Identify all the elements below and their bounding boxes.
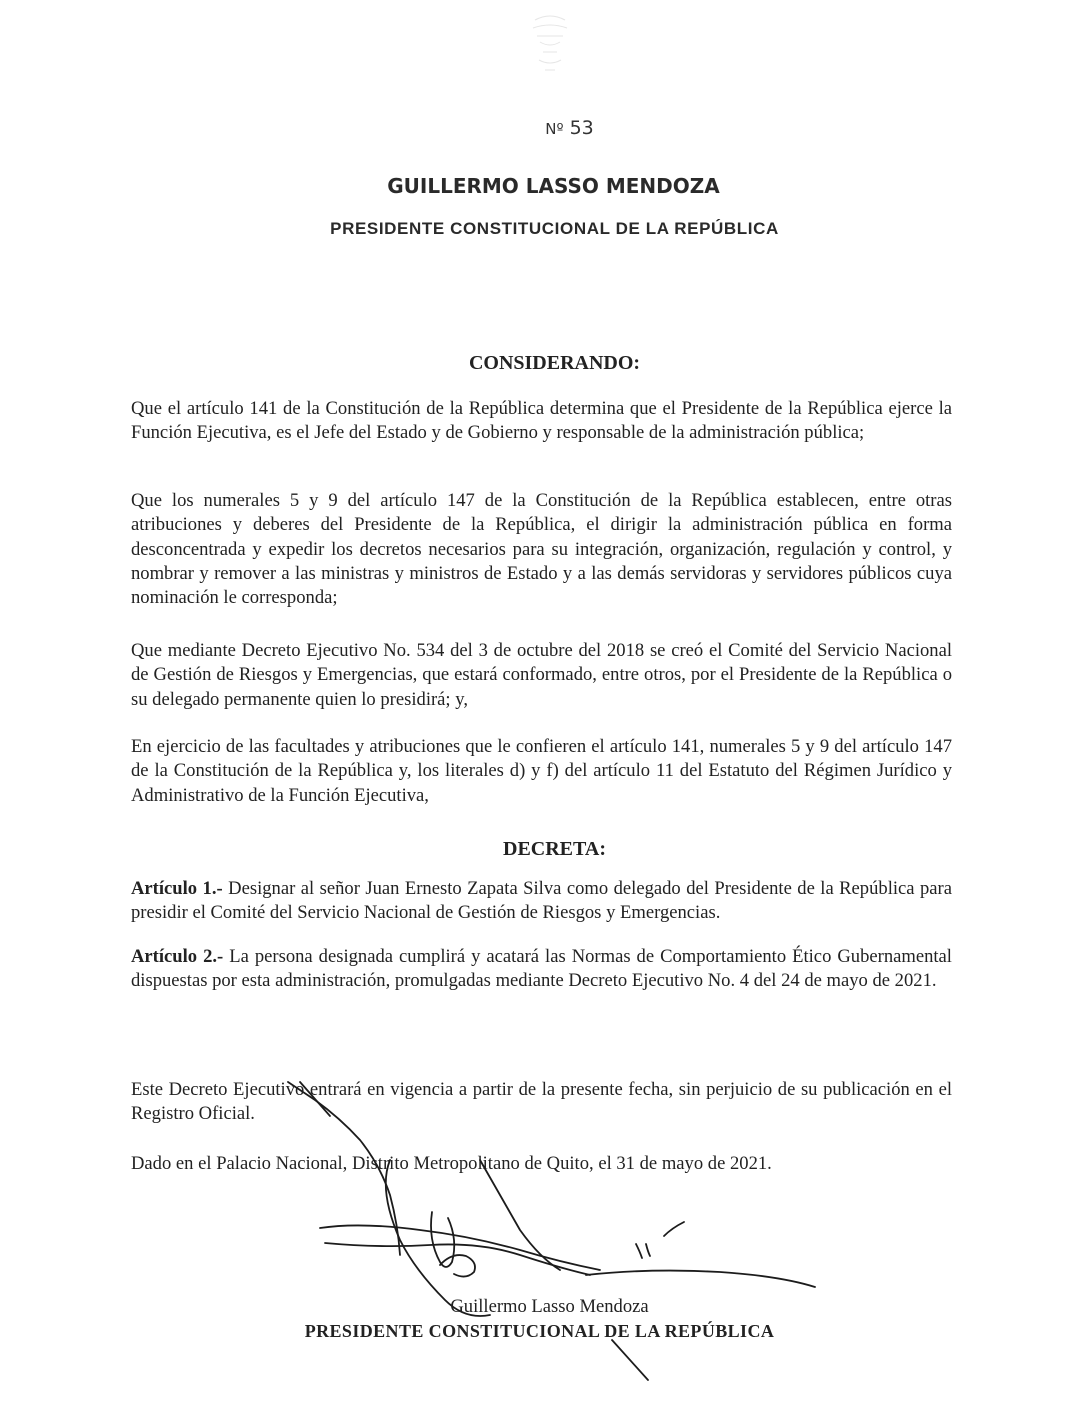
article-1-text: Designar al señor Juan Ernesto Zapata Silva como delegado del Presidente de la República para presidir el Comité del Servicio Nacional de Gestión de Riesgos y Emergencias. [131,878,952,924]
dado-paragraph: Dado en el Palacio Nacional, Distrito Metropolitano de Quito, el 31 de mayo de 2021. [131,1153,772,1174]
decree-number [0,117,1079,139]
president-title-header: PRESIDENTE CONSTITUCIONAL DE LA REPÚBLICA [330,219,779,238]
considerando-heading: CONSIDERANDO: [468,352,641,374]
considerando-paragraph-4: En ejercicio de las facultades y atribuciones que le confieren el artículo 141, numerales 5 y 9 del artículo 147 de la Constitución de la República y, los literales d) y f) del artículo 11 del Estatuto del Régimen Jurídico y Administrativo de la Función Ejecutiva, [131,736,952,806]
decree-number-value: 53 [569,117,594,139]
considerando-paragraph-2: Que los numerales 5 y 9 del artículo 147 de la Constitución de la República establecen, entre otras atribuciones y deberes del Presidente de la República, el dirigir la administración pública en forma desconcentrada y expedir los decretos necesarios para su integración, organización, regulación y control, y nombrar y remover a las ministras y ministros de Estado y a las demás servidoras y servidores públicos cuya nominación le corresponda; [131,490,952,609]
president-name-header: GUILLERMO LASSO MENDOZA [387,174,720,198]
decree-number-label: Nº [545,120,564,138]
signer-name: Guillermo Lasso Mendoza [450,1296,649,1317]
article-2 [131,945,952,994]
signer-title: PRESIDENTE CONSTITUCIONAL DE LA REPÚBLICA [304,1321,775,1341]
article-2-label: Artículo 2.- [131,946,224,967]
decreta-heading: DECRETA: [503,838,606,860]
article-1 [131,877,952,926]
considerando-paragraph-3: Que mediante Decreto Ejecutivo No. 534 del 3 de octubre del 2018 se creó el Comité del Servicio Nacional de Gestión de Riesgos y Emergencias, que estará conformado, entre otros, por el Presidente de la República o su delegado permanente quien lo presidirá; y, [131,640,952,710]
national-seal-icon [515,8,585,78]
vigencia-paragraph: Este Decreto Ejecutivo entrará en vigencia a partir de la presente fecha, sin perjuicio de su publicación en el Registro Oficial. [131,1079,952,1125]
article-1-label: Artículo 1.- [131,878,223,899]
article-2-text: La persona designada cumplirá y acatará las Normas de Comportamiento Ético Gubernamental dispuestas por esta administración, promulgadas mediante Decreto Ejecutivo No. 4 del 24 de mayo de 2021. [131,946,952,992]
considerando-paragraph-1: Que el artículo 141 de la Constitución de la República determina que el Presidente de la República ejerce la Función Ejecutiva, es el Jefe del Estado y de Gobierno y responsable de la administración pública; [131,398,952,444]
